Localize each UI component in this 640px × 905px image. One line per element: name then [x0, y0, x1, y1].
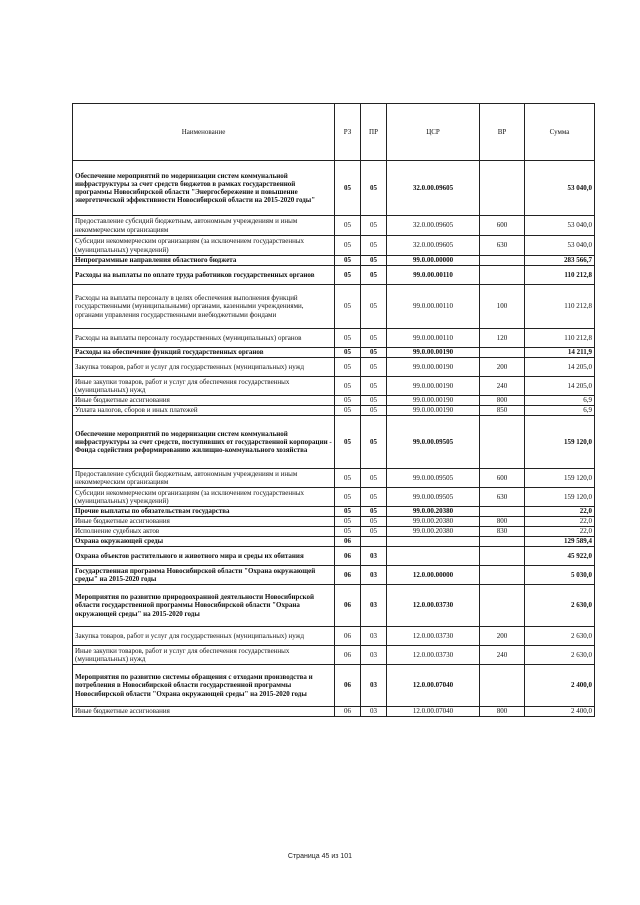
row-csr: 99.0.00.00110	[387, 329, 480, 348]
table-row	[73, 537, 595, 547]
row-sum: 22,0	[525, 507, 595, 517]
row-rz: 06	[335, 585, 361, 627]
table-row	[73, 266, 595, 285]
row-vr: 630	[480, 488, 525, 507]
row-sum: 110 212,8	[525, 285, 595, 329]
row-pr: 05	[361, 216, 387, 236]
budget-table	[72, 103, 595, 717]
header-sum: Сумма	[525, 104, 595, 161]
row-name: Расходы на выплаты персоналу в целях обеспечения выполнения функций государственными (муниципальными) органами, казенными учреждениями, органами управления государственными внебюджетными фондами	[73, 285, 335, 329]
row-pr: 05	[361, 236, 387, 256]
table-row	[73, 236, 595, 256]
table-row	[73, 585, 595, 627]
table-row	[73, 488, 595, 507]
row-name: Обеспечение мероприятий по модернизации систем коммунальной инфраструктуры за счет средств, поступивших от государственной корпорации - Фонда содействия реформированию жилищно-коммунального хозяйства	[73, 416, 335, 469]
row-pr: 05	[361, 285, 387, 329]
row-vr: 240	[480, 377, 525, 396]
row-csr: 99.0.00.00110	[387, 285, 480, 329]
row-csr: 99.0.00.00190	[387, 348, 480, 358]
row-pr: 05	[361, 416, 387, 469]
row-rz: 05	[335, 507, 361, 517]
table-row	[73, 517, 595, 527]
row-vr	[480, 507, 525, 517]
row-rz: 05	[335, 377, 361, 396]
row-vr: 850	[480, 406, 525, 416]
row-sum: 159 120,0	[525, 488, 595, 507]
row-name: Мероприятия по развитию системы обращения с отходами производства и потребления в Новосибирской области государственной программы Новосибирской области "Охрана окружающей среды" на 2015-2020 годы	[73, 665, 335, 707]
row-name: Иные бюджетные ассигнования	[73, 396, 335, 406]
row-rz: 06	[335, 566, 361, 585]
row-pr: 05	[361, 469, 387, 488]
row-sum: 159 120,0	[525, 469, 595, 488]
row-rz: 05	[335, 256, 361, 266]
table-row	[73, 507, 595, 517]
row-pr: 03	[361, 566, 387, 585]
row-pr: 05	[361, 507, 387, 517]
row-vr: 200	[480, 627, 525, 646]
header-rz: РЗ	[335, 104, 361, 161]
table-row	[73, 527, 595, 537]
row-vr: 240	[480, 646, 525, 665]
row-pr: 03	[361, 547, 387, 566]
row-name: Уплата налогов, сборов и иных платежей	[73, 406, 335, 416]
row-sum: 283 566,7	[525, 256, 595, 266]
row-sum: 14 205,0	[525, 358, 595, 377]
row-vr	[480, 348, 525, 358]
row-csr: 99.0.00.09505	[387, 488, 480, 507]
row-vr	[480, 161, 525, 216]
row-pr: 03	[361, 707, 387, 717]
row-pr: 05	[361, 266, 387, 285]
row-csr: 99.0.00.09505	[387, 469, 480, 488]
table-row	[73, 285, 595, 329]
row-rz: 05	[335, 416, 361, 469]
table-row	[73, 216, 595, 236]
row-csr: 99.0.00.00190	[387, 396, 480, 406]
table-row	[73, 646, 595, 665]
row-rz: 05	[335, 329, 361, 348]
row-rz: 06	[335, 537, 361, 547]
row-name: Расходы на обеспечение функций государственных органов	[73, 348, 335, 358]
row-rz: 06	[335, 665, 361, 707]
table-row	[73, 627, 595, 646]
row-csr: 12.0.00.03730	[387, 627, 480, 646]
row-csr: 32.0.00.09605	[387, 216, 480, 236]
row-pr: 03	[361, 646, 387, 665]
row-sum: 5 030,0	[525, 566, 595, 585]
table-row	[73, 358, 595, 377]
table-row	[73, 707, 595, 717]
row-sum: 2 400,0	[525, 665, 595, 707]
row-pr: 05	[361, 396, 387, 406]
row-csr: 99.0.00.20380	[387, 517, 480, 527]
row-vr: 830	[480, 527, 525, 537]
row-vr	[480, 665, 525, 707]
row-pr: 05	[361, 406, 387, 416]
row-name: Охрана объектов растительного и животного мира и среды их обитания	[73, 547, 335, 566]
row-csr: 99.0.00.20380	[387, 527, 480, 537]
row-pr: 05	[361, 256, 387, 266]
row-name: Исполнение судебных актов	[73, 527, 335, 537]
row-sum: 22,0	[525, 517, 595, 527]
table-row	[73, 161, 595, 216]
row-name: Субсидии некоммерческим организациям (за исключением государственных (муниципальных) учреждений)	[73, 236, 335, 256]
row-name: Предоставление субсидий бюджетным, автономным учреждениям и иным некоммерческим организациям	[73, 469, 335, 488]
row-rz: 05	[335, 358, 361, 377]
row-vr	[480, 547, 525, 566]
row-csr: 12.0.00.07040	[387, 707, 480, 717]
row-name: Предоставление субсидий бюджетным, автономным учреждениям и иным некоммерческим организациям	[73, 216, 335, 236]
row-csr: 99.0.00.00110	[387, 266, 480, 285]
table-body	[73, 161, 595, 717]
row-vr	[480, 537, 525, 547]
row-vr	[480, 566, 525, 585]
row-rz: 05	[335, 488, 361, 507]
row-sum: 129 589,4	[525, 537, 595, 547]
row-vr: 800	[480, 517, 525, 527]
row-vr	[480, 266, 525, 285]
row-sum: 2 630,0	[525, 585, 595, 627]
row-vr: 800	[480, 707, 525, 717]
row-pr: 03	[361, 627, 387, 646]
row-pr: 05	[361, 329, 387, 348]
row-sum: 53 040,0	[525, 236, 595, 256]
row-rz: 05	[335, 236, 361, 256]
header-name: Наименование	[73, 104, 335, 161]
row-rz: 06	[335, 646, 361, 665]
row-name: Расходы на выплаты по оплате труда работников государственных органов	[73, 266, 335, 285]
row-vr: 120	[480, 329, 525, 348]
row-csr	[387, 537, 480, 547]
row-csr: 99.0.00.20380	[387, 507, 480, 517]
table-row	[73, 406, 595, 416]
header-vr: ВР	[480, 104, 525, 161]
row-rz: 05	[335, 161, 361, 216]
row-name: Иные бюджетные ассигнования	[73, 517, 335, 527]
row-vr: 600	[480, 469, 525, 488]
row-vr: 200	[480, 358, 525, 377]
row-rz: 05	[335, 285, 361, 329]
row-sum: 110 212,8	[525, 329, 595, 348]
row-rz: 05	[335, 348, 361, 358]
table-row	[73, 547, 595, 566]
row-sum: 14 211,9	[525, 348, 595, 358]
table-row	[73, 377, 595, 396]
row-sum: 53 040,0	[525, 161, 595, 216]
row-pr: 03	[361, 585, 387, 627]
table-header-row	[73, 104, 595, 161]
table-row	[73, 396, 595, 406]
row-pr: 05	[361, 527, 387, 537]
table-row	[73, 665, 595, 707]
table-row	[73, 329, 595, 348]
row-vr: 600	[480, 216, 525, 236]
row-pr: 03	[361, 665, 387, 707]
row-csr: 99.0.00.00190	[387, 358, 480, 377]
row-csr: 12.0.00.07040	[387, 665, 480, 707]
row-sum: 2 630,0	[525, 646, 595, 665]
row-csr: 32.0.00.09605	[387, 236, 480, 256]
row-rz: 06	[335, 707, 361, 717]
page-number: Страница 45 из 101	[287, 853, 353, 860]
row-sum: 159 120,0	[525, 416, 595, 469]
header-csr: ЦСР	[387, 104, 480, 161]
row-sum: 45 922,0	[525, 547, 595, 566]
table-row	[73, 256, 595, 266]
row-pr: 05	[361, 488, 387, 507]
row-csr: 12.0.00.03730	[387, 585, 480, 627]
header-pr: ПР	[361, 104, 387, 161]
row-sum: 2 630,0	[525, 627, 595, 646]
row-sum: 6,9	[525, 406, 595, 416]
row-vr: 100	[480, 285, 525, 329]
row-rz: 05	[335, 396, 361, 406]
row-pr: 05	[361, 358, 387, 377]
row-rz: 05	[335, 517, 361, 527]
row-sum: 53 040,0	[525, 216, 595, 236]
row-name: Иные закупки товаров, работ и услуг для обеспечения государственных (муниципальных) нужд	[73, 377, 335, 396]
row-pr: 05	[361, 348, 387, 358]
row-csr: 99.0.00.00190	[387, 406, 480, 416]
row-csr: 32.0.00.09605	[387, 161, 480, 216]
row-name: Субсидии некоммерческим организациям (за исключением государственных (муниципальных) учреждений)	[73, 488, 335, 507]
row-pr	[361, 537, 387, 547]
row-sum: 14 205,0	[525, 377, 595, 396]
row-csr: 99.0.00.00190	[387, 377, 480, 396]
row-rz: 05	[335, 216, 361, 236]
row-name: Прочие выплаты по обязательствам государства	[73, 507, 335, 517]
row-vr	[480, 416, 525, 469]
row-sum: 110 212,8	[525, 266, 595, 285]
row-csr: 99.0.00.00000	[387, 256, 480, 266]
table-row	[73, 416, 595, 469]
row-rz: 05	[335, 266, 361, 285]
row-name: Непрограммные направления областного бюджета	[73, 256, 335, 266]
row-rz: 05	[335, 406, 361, 416]
row-pr: 05	[361, 377, 387, 396]
row-pr: 05	[361, 517, 387, 527]
row-name: Охрана окружающей среды	[73, 537, 335, 547]
table-row	[73, 469, 595, 488]
row-csr	[387, 547, 480, 566]
row-csr: 12.0.00.00000	[387, 566, 480, 585]
row-rz: 05	[335, 527, 361, 537]
row-rz: 06	[335, 547, 361, 566]
table-row	[73, 566, 595, 585]
row-pr: 05	[361, 161, 387, 216]
row-rz: 06	[335, 627, 361, 646]
row-name: Иные бюджетные ассигнования	[73, 707, 335, 717]
row-csr: 12.0.00.03730	[387, 646, 480, 665]
table-row	[73, 348, 595, 358]
row-vr	[480, 256, 525, 266]
row-vr	[480, 585, 525, 627]
row-name: Закупка товаров, работ и услуг для государственных (муниципальных) нужд	[73, 627, 335, 646]
row-name: Расходы на выплаты персоналу государственных (муниципальных) органов	[73, 329, 335, 348]
row-name: Государственная программа Новосибирской области "Охрана окружающей среды" на 2015-2020 годы	[73, 566, 335, 585]
row-csr: 99.0.00.09505	[387, 416, 480, 469]
row-vr: 630	[480, 236, 525, 256]
row-name: Мероприятия по развитию природоохранной деятельности Новосибирской области государственной программы Новосибирской области "Охрана окружающей среды" на 2015-2020 годы	[73, 585, 335, 627]
row-vr: 800	[480, 396, 525, 406]
row-name: Закупка товаров, работ и услуг для государственных (муниципальных) нужд	[73, 358, 335, 377]
row-name: Иные закупки товаров, работ и услуг для обеспечения государственных (муниципальных) нужд	[73, 646, 335, 665]
row-sum: 22,0	[525, 527, 595, 537]
row-sum: 6,9	[525, 396, 595, 406]
row-sum: 2 400,0	[525, 707, 595, 717]
row-rz: 05	[335, 469, 361, 488]
row-name: Обеспечение мероприятий по модернизации систем коммунальной инфраструктуры за счет средств бюджетов в рамках государственной программы Новосибирской области "Энергосбережение и повышение энергетической эффективности Новосибирской области на 2015-2020 годы"	[73, 161, 335, 216]
